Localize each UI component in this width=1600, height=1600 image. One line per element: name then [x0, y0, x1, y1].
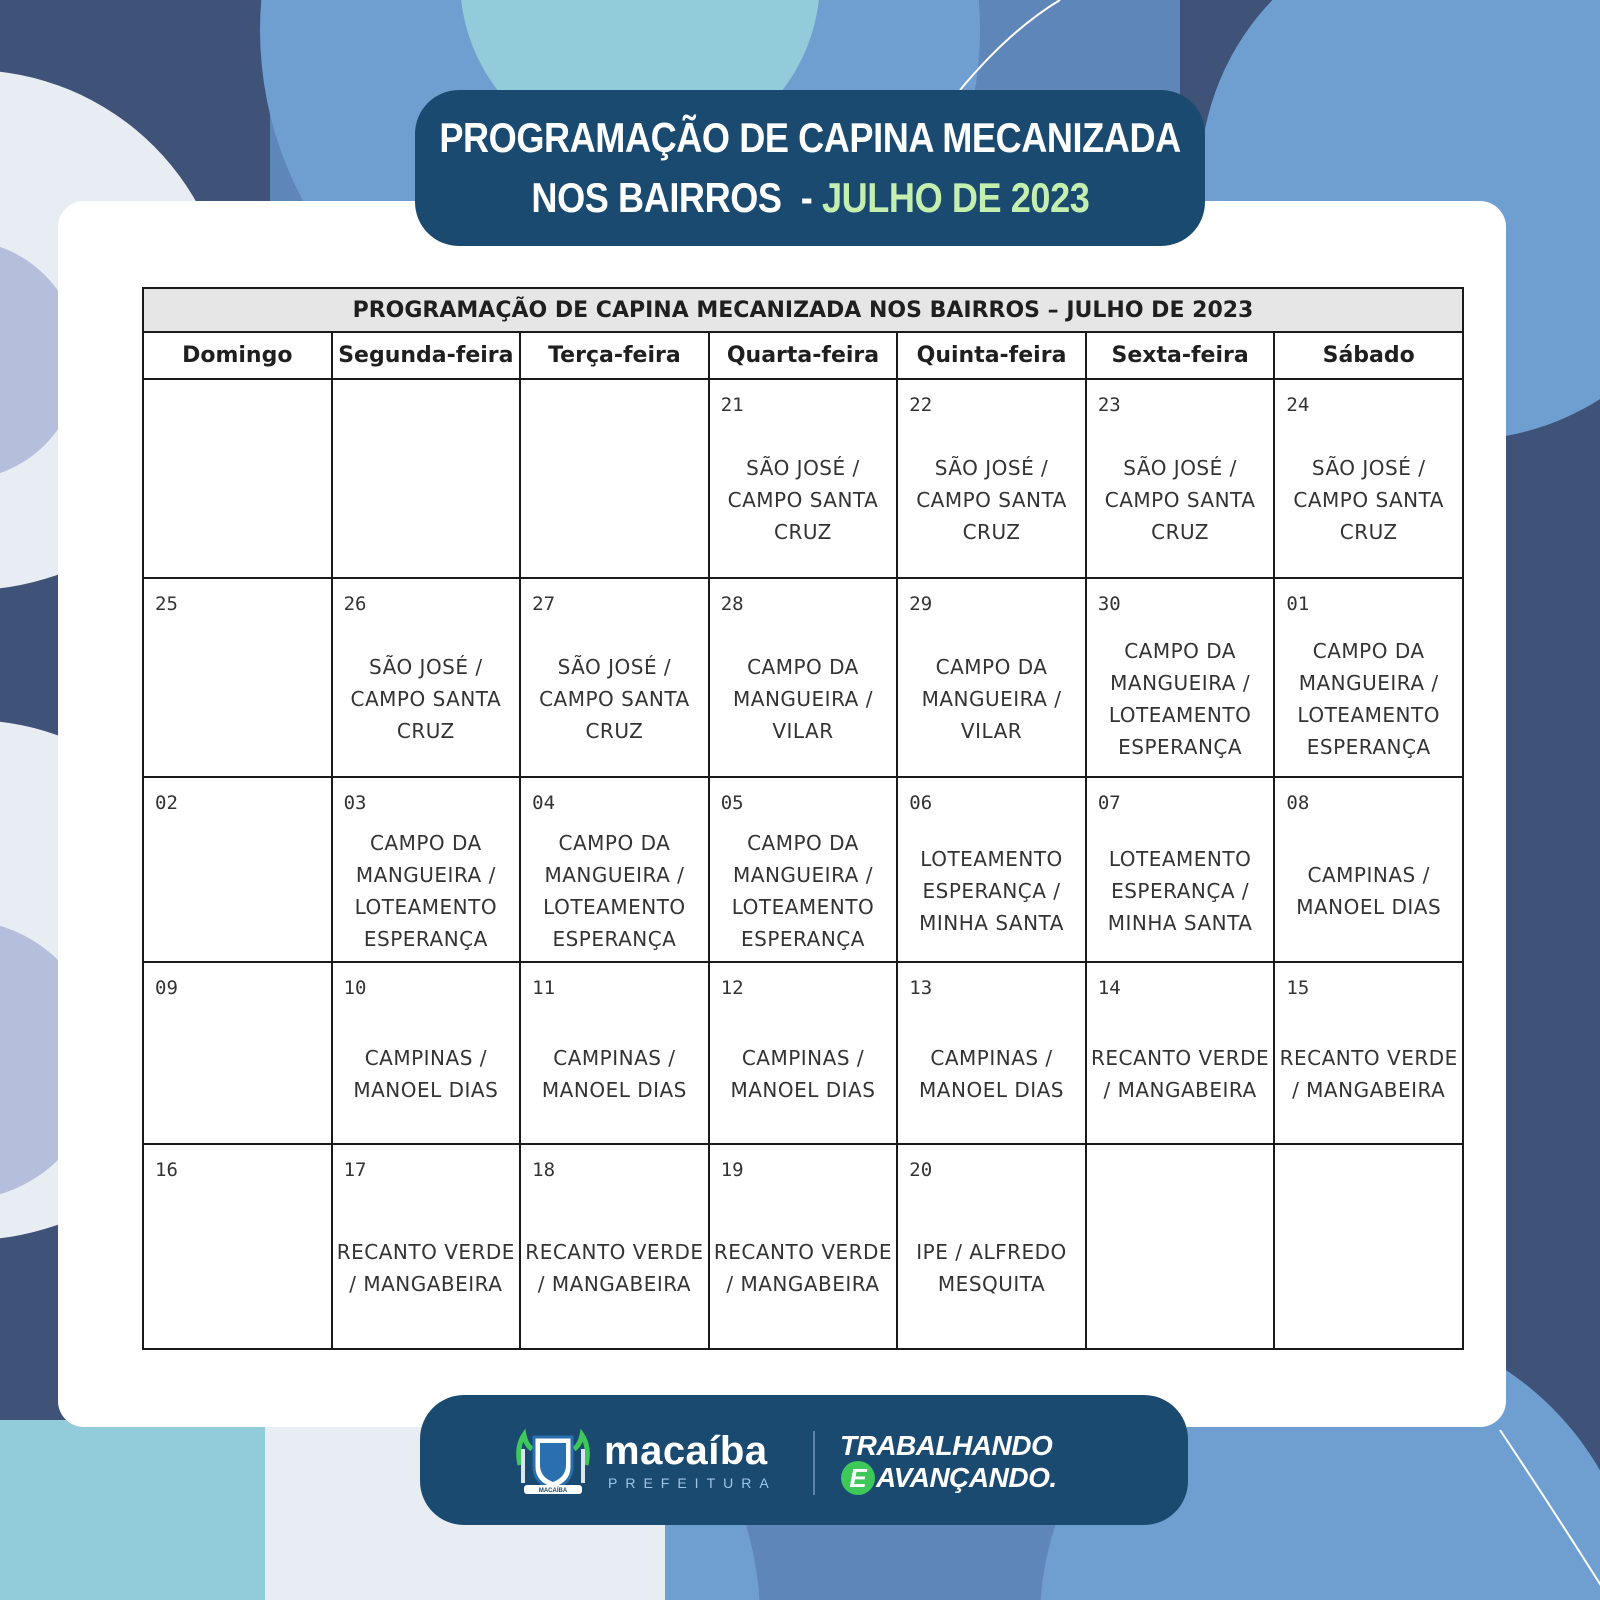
- calendar-day-cell: [143, 962, 332, 1144]
- day-number: 15: [1286, 977, 1310, 999]
- calendar-day-cell: [332, 1144, 521, 1349]
- calendar-day-cell: [709, 379, 898, 578]
- day-number: 26: [343, 593, 367, 615]
- neighborhood-label: RECANTO VERDE / MANGABEIRA: [525, 1239, 704, 1296]
- day-number: 16: [155, 1159, 178, 1181]
- day-number: 02: [155, 792, 178, 814]
- brand-subtitle: PREFEITURA: [608, 1475, 777, 1491]
- calendar-week-row: [143, 962, 1463, 1144]
- calendar-day-cell: [332, 777, 521, 962]
- neighborhood-label: CAMPO DA MANGUEIRA / VILAR: [733, 654, 873, 743]
- neighborhood-label: [525, 428, 704, 571]
- weekday-header-row: [143, 332, 1463, 379]
- day-number: 03: [343, 792, 367, 814]
- calendar-day-cell: [1274, 777, 1463, 962]
- day-number: 12: [720, 977, 744, 999]
- calendar-week-row: [143, 777, 1463, 962]
- day-number: 20: [909, 1159, 933, 1181]
- day-number: 13: [909, 977, 933, 999]
- neighborhood-label: SÃO JOSÉ / CAMPO SANTA CRUZ: [916, 455, 1067, 544]
- weekday-header: Sexta-feira: [1086, 332, 1275, 379]
- calendar-day-cell: [520, 962, 709, 1144]
- calendar-day-cell: [1086, 1144, 1275, 1349]
- day-number: 24: [1286, 394, 1310, 416]
- neighborhood-label: [148, 826, 327, 955]
- day-number: 23: [1097, 394, 1121, 416]
- day-number: 09: [155, 977, 178, 999]
- neighborhood-label: [337, 428, 516, 571]
- day-number: [333, 380, 520, 418]
- neighborhood-label: CAMPINAS / MANOEL DIAS: [541, 1046, 687, 1102]
- neighborhood-label: CAMPO DA MANGUEIRA / LOTEAMENTO ESPERANÇA: [731, 830, 875, 951]
- calendar-day-cell: [1086, 578, 1275, 777]
- calendar-day-cell: [143, 379, 332, 578]
- calendar-body: [143, 379, 1463, 1349]
- day-number: 06: [909, 792, 933, 814]
- calendar-day-cell: [143, 777, 332, 962]
- neighborhood-label: LOTEAMENTO ESPERANÇA / MINHA SANTA: [919, 846, 1064, 935]
- city-crest-icon: [510, 1427, 596, 1497]
- day-number: 05: [720, 792, 744, 814]
- weekday-header: Sábado: [1274, 332, 1463, 379]
- title-line-2: [531, 168, 1089, 228]
- day-number: 28: [720, 593, 744, 615]
- calendar-day-cell: [332, 962, 521, 1144]
- neighborhood-label: LOTEAMENTO ESPERANÇA / MINHA SANTA: [1107, 846, 1253, 935]
- calendar-week-row: [143, 379, 1463, 578]
- brand-name: macaíba: [604, 1429, 768, 1473]
- title-line-1: PROGRAMAÇÃO DE CAPINA MECANIZADA: [439, 114, 1181, 161]
- neighborhood-label: SÃO JOSÉ / CAMPO SANTA CRUZ: [1104, 455, 1256, 544]
- calendar-day-cell: [143, 1144, 332, 1349]
- slogan-line-2: AVANÇANDO.: [876, 1462, 1057, 1493]
- day-number: 10: [343, 977, 367, 999]
- neighborhood-label: CAMPO DA MANGUEIRA / LOTEAMENTO ESPERANÇA: [354, 830, 498, 951]
- neighborhood-label: CAMPINAS / MANOEL DIAS: [353, 1046, 499, 1102]
- neighborhood-label: CAMPINAS / MANOEL DIAS: [730, 1046, 876, 1102]
- slogan-e-badge: E: [841, 1461, 875, 1495]
- neighborhood-label: CAMPO DA MANGUEIRA / LOTEAMENTO ESPERANÇA: [1297, 638, 1440, 759]
- day-number: 29: [909, 593, 933, 615]
- neighborhood-label: SÃO JOSÉ / CAMPO SANTA CRUZ: [539, 654, 690, 743]
- day-number: 22: [909, 394, 933, 416]
- neighborhood-label: RECANTO VERDE / MANGABEIRA: [1090, 1046, 1270, 1102]
- weekday-header: Terça-feira: [520, 332, 709, 379]
- day-number: 18: [532, 1159, 556, 1181]
- neighborhood-label: RECANTO VERDE / MANGABEIRA: [713, 1239, 893, 1296]
- neighborhood-label: RECANTO VERDE / MANGABEIRA: [1279, 1046, 1458, 1102]
- neighborhood-label: CAMPO DA MANGUEIRA / VILAR: [921, 654, 1062, 743]
- crest-label: MACAÍBA: [538, 1488, 568, 1494]
- calendar-day-cell: [709, 777, 898, 962]
- neighborhood-label: SÃO JOSÉ / CAMPO SANTA CRUZ: [350, 654, 502, 743]
- calendar-day-cell: [1274, 379, 1463, 578]
- title-prefix: NOS BAIRROS -: [530, 174, 822, 221]
- weekday-header: Quarta-feira: [709, 332, 898, 379]
- day-number: 04: [532, 792, 556, 814]
- title-month: JULHO DE 2023: [821, 174, 1089, 221]
- day-number: 01: [1286, 593, 1310, 615]
- calendar-day-cell: [520, 578, 709, 777]
- neighborhood-label: SÃO JOSÉ / CAMPO SANTA CRUZ: [1293, 455, 1444, 544]
- day-number: 08: [1286, 792, 1310, 814]
- calendar-day-cell: [897, 777, 1086, 962]
- day-number: 25: [155, 593, 178, 615]
- neighborhood-label: [148, 1011, 327, 1137]
- day-number: 11: [532, 977, 556, 999]
- neighborhood-label: RECANTO VERDE / MANGABEIRA: [336, 1239, 515, 1296]
- weekday-header: Segunda-feira: [332, 332, 521, 379]
- calendar-week-row: [143, 578, 1463, 777]
- calendar-day-cell: [520, 777, 709, 962]
- calendar-week-row: [143, 1144, 1463, 1349]
- day-number: 27: [532, 593, 556, 615]
- calendar-day-cell: [709, 1144, 898, 1349]
- day-number: 07: [1097, 792, 1121, 814]
- neighborhood-label: CAMPINAS / MANOEL DIAS: [919, 1046, 1064, 1102]
- neighborhood-label: SÃO JOSÉ / CAMPO SANTA CRUZ: [727, 455, 879, 544]
- calendar-day-cell: [143, 578, 332, 777]
- day-number: 21: [720, 394, 744, 416]
- calendar-day-cell: [1086, 962, 1275, 1144]
- slogan-line-1: TRABALHANDO: [840, 1430, 1053, 1461]
- neighborhood-label: [148, 1193, 327, 1342]
- day-number: 14: [1097, 977, 1121, 999]
- neighborhood-label: CAMPO DA MANGUEIRA / LOTEAMENTO ESPERANÇA: [1108, 638, 1252, 759]
- neighborhood-label: CAMPO DA MANGUEIRA / LOTEAMENTO ESPERANÇA: [543, 830, 686, 951]
- schedule-calendar: [142, 287, 1464, 1350]
- neighborhood-label: [1091, 1193, 1270, 1342]
- calendar-day-cell: [897, 962, 1086, 1144]
- calendar-day-cell: [332, 379, 521, 578]
- title-banner: [415, 90, 1205, 246]
- calendar-day-cell: [1274, 1144, 1463, 1349]
- calendar-day-cell: [897, 379, 1086, 578]
- footer-divider: [813, 1431, 815, 1495]
- calendar-day-cell: [520, 379, 709, 578]
- neighborhood-label: [1279, 1193, 1458, 1342]
- calendar-day-cell: [1086, 777, 1275, 962]
- day-number: [521, 380, 708, 418]
- day-number: 19: [720, 1159, 744, 1181]
- weekday-header: Domingo: [143, 332, 332, 379]
- table-caption: PROGRAMAÇÃO DE CAPINA MECANIZADA NOS BAIRROS – JULHO DE 2023: [143, 288, 1463, 332]
- weekday-header: Quinta-feira: [897, 332, 1086, 379]
- calendar-day-cell: [332, 578, 521, 777]
- calendar-day-cell: [1274, 962, 1463, 1144]
- calendar-day-cell: [1274, 578, 1463, 777]
- day-number: [1087, 1145, 1274, 1183]
- neighborhood-label: [148, 428, 327, 571]
- day-number: 30: [1097, 593, 1121, 615]
- calendar-day-cell: [520, 1144, 709, 1349]
- neighborhood-label: CAMPINAS / MANOEL DIAS: [1296, 862, 1442, 919]
- day-number: [144, 380, 331, 418]
- calendar-day-cell: [709, 962, 898, 1144]
- neighborhood-label: IPE / ALFREDO MESQUITA: [916, 1239, 1067, 1296]
- calendar-day-cell: [897, 1144, 1086, 1349]
- calendar-day-cell: [897, 578, 1086, 777]
- calendar-day-cell: [709, 578, 898, 777]
- neighborhood-label: [148, 627, 327, 770]
- day-number: 17: [343, 1159, 367, 1181]
- footer-banner: [420, 1395, 1188, 1525]
- day-number: [1275, 1145, 1462, 1183]
- calendar-day-cell: [1086, 379, 1275, 578]
